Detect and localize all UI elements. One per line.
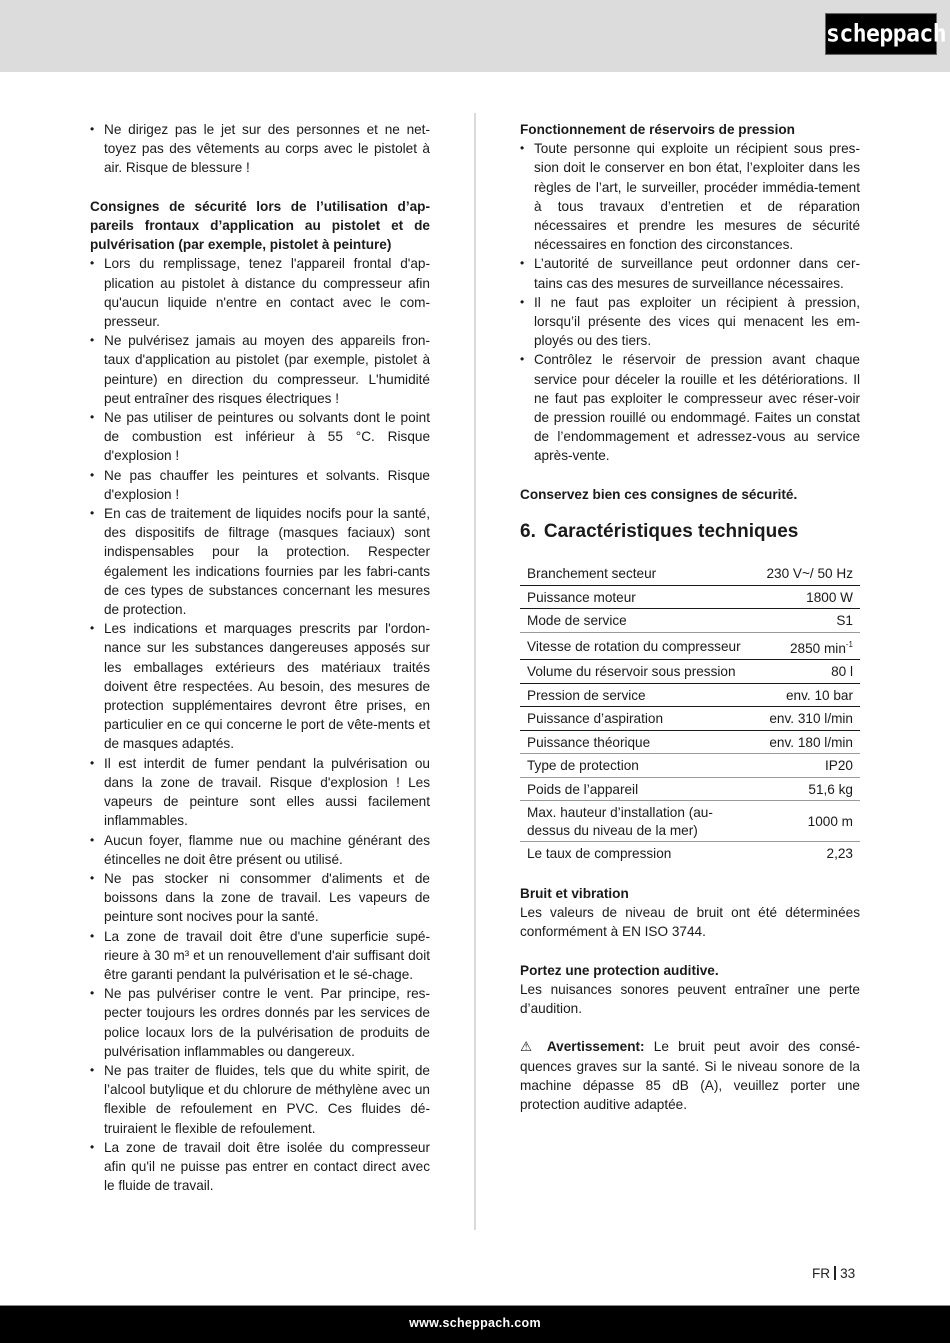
list-item: • Les indications et marquages prescrits par l'ordon-nance sur les substances dangereuses apposés sur les emballages extérieurs des matériaux traités doivent être respectées. Au besoin, des mesures de protection supplémentaires devront être prises, en particulier en ce qui concerne le port de vête-ments et de masques adaptés. — [90, 619, 430, 753]
table-row — [520, 632, 860, 660]
pressure-vessel-heading: Fonctionnement de réservoirs de pression — [520, 122, 795, 137]
spec-value: 1800 W — [806, 589, 853, 605]
spray-safety-heading: Consignes de sécurité lors de l’utilisation d’ap-pareils frontaux d’application au pistolet et de pulvérisation (par exemple, pistolet à peinture) — [90, 198, 430, 253]
list-item: • La zone de travail doit être d'une superficie supé-rieure à 30 m³ et un renouvellement d'air suffisant doit être garanti pendant la pulvérisation et le sé-chage. — [90, 927, 430, 985]
right-column — [520, 120, 860, 1114]
spec-label: Volume du réservoir sous pression — [527, 664, 736, 680]
spec-value: S1 — [836, 613, 853, 629]
spec-value: env. 180 l/min — [769, 734, 853, 750]
warning-text: Le bruit peut avoir des consé-quences graves sur la santé. Si le niveau sonore de la machine dépasse 85 dB (A), veuillez porter une protection auditive adaptée. — [520, 1039, 861, 1112]
table-row — [520, 777, 860, 801]
spec-label: Puissance théorique — [527, 734, 651, 750]
footer-band — [0, 1305, 950, 1343]
spec-label: Type de protection — [527, 758, 639, 774]
left-column — [90, 120, 430, 1195]
hearing-protection-heading: Portez une protection auditive. — [520, 962, 719, 978]
page-number-value: 33 — [840, 1266, 856, 1281]
list-item: • Aucun foyer, flamme nue ou machine générant des étincelles ne doit être présent ou utilisé. — [90, 831, 430, 869]
website-url: www.scheppach.com — [409, 1316, 541, 1330]
list-item: • Ne pas pulvériser contre le vent. Par principe, res-pecter toujours les ordres donnés par les services de police locaux lors de la pulvérisation de produits de pulvérisation inflammables ou dangereux. — [90, 984, 430, 1061]
table-row — [520, 562, 860, 585]
table-row — [520, 683, 860, 707]
spec-value — [759, 632, 860, 660]
technical-specs-table — [520, 562, 860, 865]
spec-label: Branchement secteur — [527, 566, 657, 582]
scheppach-logo: scheppach — [825, 13, 937, 55]
column-divider — [474, 113, 476, 1230]
page-number — [812, 1266, 855, 1281]
table-row — [520, 754, 860, 778]
intro-bullet-list — [90, 120, 430, 178]
spec-label: Mode de service — [527, 613, 627, 629]
keep-instructions-note: Conservez bien ces consignes de sécurité. — [520, 486, 798, 502]
noise-warning — [520, 1037, 860, 1114]
spec-value-exponent: -1 — [845, 639, 853, 649]
pressure-vessel-bullet-list — [520, 139, 860, 465]
spec-value: 2,23 — [826, 846, 853, 862]
list-item: • Ne pas traiter de fluides, tels que du white spirit, de l’alcool butylique et du chlorure de méthylène avec un flexible de refoulement en PVC. Ces fluides dé-truiraient le flexible de refoulement. — [90, 1061, 430, 1138]
list-item: • Toute personne qui exploite un récipient sous pres-sion doit le conserver en bon état, l’exploiter dans les règles de l’art, le surveiller, procéder immédia-tement à tous travaux d’entretien et de réparation nécessaires et prendre les mesures de sécurité nécessaires en fonction des circonstances. — [520, 139, 860, 254]
list-item: • L’autorité de surveillance peut ordonner dans cer-tains cas des mesures de surveillance nécessaires. — [520, 254, 860, 292]
spec-value: 1000 m — [807, 813, 853, 829]
spec-label: Le taux de compression — [527, 846, 672, 862]
spec-value: env. 310 l/min — [769, 711, 853, 727]
spec-value: IP20 — [825, 758, 853, 774]
spec-label: Pression de service — [527, 687, 646, 703]
hearing-protection-text: Les nuisances sonores peuvent entraîner une perte d’audition. — [520, 981, 860, 1016]
table-row — [520, 660, 860, 684]
section-number: 6. — [520, 521, 536, 543]
list-item: • Ne dirigez pas le jet sur des personnes et ne net-toyez pas des vêtements au corps avec le pistolet à air. Risque de blessure ! — [90, 120, 430, 178]
noise-heading: Bruit et vibration — [520, 885, 629, 901]
spec-value: 230 V~/ 50 Hz — [766, 566, 853, 582]
list-item: • Il ne faut pas exploiter un récipient à pression, lorsqu’il présente des vices qui menacent les em-ployés ou des tiers. — [520, 293, 860, 351]
spec-value-text: 2850 min — [789, 640, 846, 656]
separator — [834, 1266, 836, 1280]
warning-triangle-icon: ⚠ — [520, 1039, 538, 1055]
list-item: • Lors du remplissage, tenez l'appareil frontal d'ap-plication au pistolet à distance du compresseur afin qu'aucun liquide n'entre en contact avec le com-presseur. — [90, 254, 430, 331]
table-row — [520, 609, 860, 633]
section-title-text: Caractéristiques techniques — [543, 521, 799, 543]
spec-value: 51,6 kg — [808, 781, 853, 797]
list-item: • Ne pulvérisez jamais au moyen des appareils fron-taux d'application au pistolet (par exemple, pistolet à peinture) en direction du compresseur. L'humidité peut entraîner des risques électriques ! — [90, 331, 430, 408]
list-item: • En cas de traitement de liquides nocifs pour la santé, des dispositifs de filtrage (masques faciaux) sont indispensables pour la protection. Respecter également les indications fournies par les fabri-cants de ces types de substances concernant les mesures de protection. — [90, 504, 430, 619]
list-item: • Ne pas stocker ni consommer d'aliments et de boissons dans la zone de travail. Les vapeurs de peinture sont nocives pour la santé. — [90, 869, 430, 927]
table-row — [520, 585, 860, 609]
table-row — [520, 730, 860, 754]
spec-label: Puissance d’aspiration — [527, 711, 664, 727]
list-item: • Ne pas chauffer les peintures et solvants. Risque d'explosion ! — [90, 466, 430, 504]
table-row — [520, 842, 860, 865]
list-item: • La zone de travail doit être isolée du compresseur afin qu'il ne puisse pas entrer en contact direct avec le fluide de travail. — [90, 1138, 430, 1196]
spec-value: env. 10 bar — [785, 687, 853, 703]
header-band — [0, 0, 950, 72]
spec-value: 80 l — [831, 664, 853, 680]
spec-label: Puissance moteur — [527, 589, 636, 605]
noise-text: Les valeurs de niveau de bruit ont été déterminées conformément à EN ISO 3744. — [520, 904, 860, 940]
spec-label: Vitesse de rotation du compresseur — [527, 638, 741, 654]
list-item: • Il est interdit de fumer pendant la pulvérisation ou dans la zone de travail. Risque d'explosion ! Les vapeurs de peinture sont elles aussi facilement inflammables. — [90, 754, 430, 831]
table-row — [520, 801, 860, 842]
spec-label: Max. hauteur d’installation (au-dessus du niveau de la mer) — [527, 805, 713, 838]
section-title — [520, 520, 860, 544]
list-item: • Ne pas utiliser de peintures ou solvants dont le point de combustion est inférieur à 55 °C. Risque d'explosion ! — [90, 408, 430, 466]
list-item: • Contrôlez le réservoir de pression avant chaque service pour déceler la rouille et les détériorations. Il ne faut pas exploiter le compresseur avec réser-voir de pression rouillé ou endommagé. Faites un constat de l’endommagement et adressez-vous au service après-vente. — [520, 350, 860, 465]
language-code: FR — [812, 1266, 831, 1281]
spray-safety-bullet-list — [90, 254, 430, 1195]
table-row — [520, 707, 860, 731]
spec-label: Poids de l’appareil — [527, 781, 639, 797]
warning-label: Avertissement: — [546, 1039, 645, 1055]
